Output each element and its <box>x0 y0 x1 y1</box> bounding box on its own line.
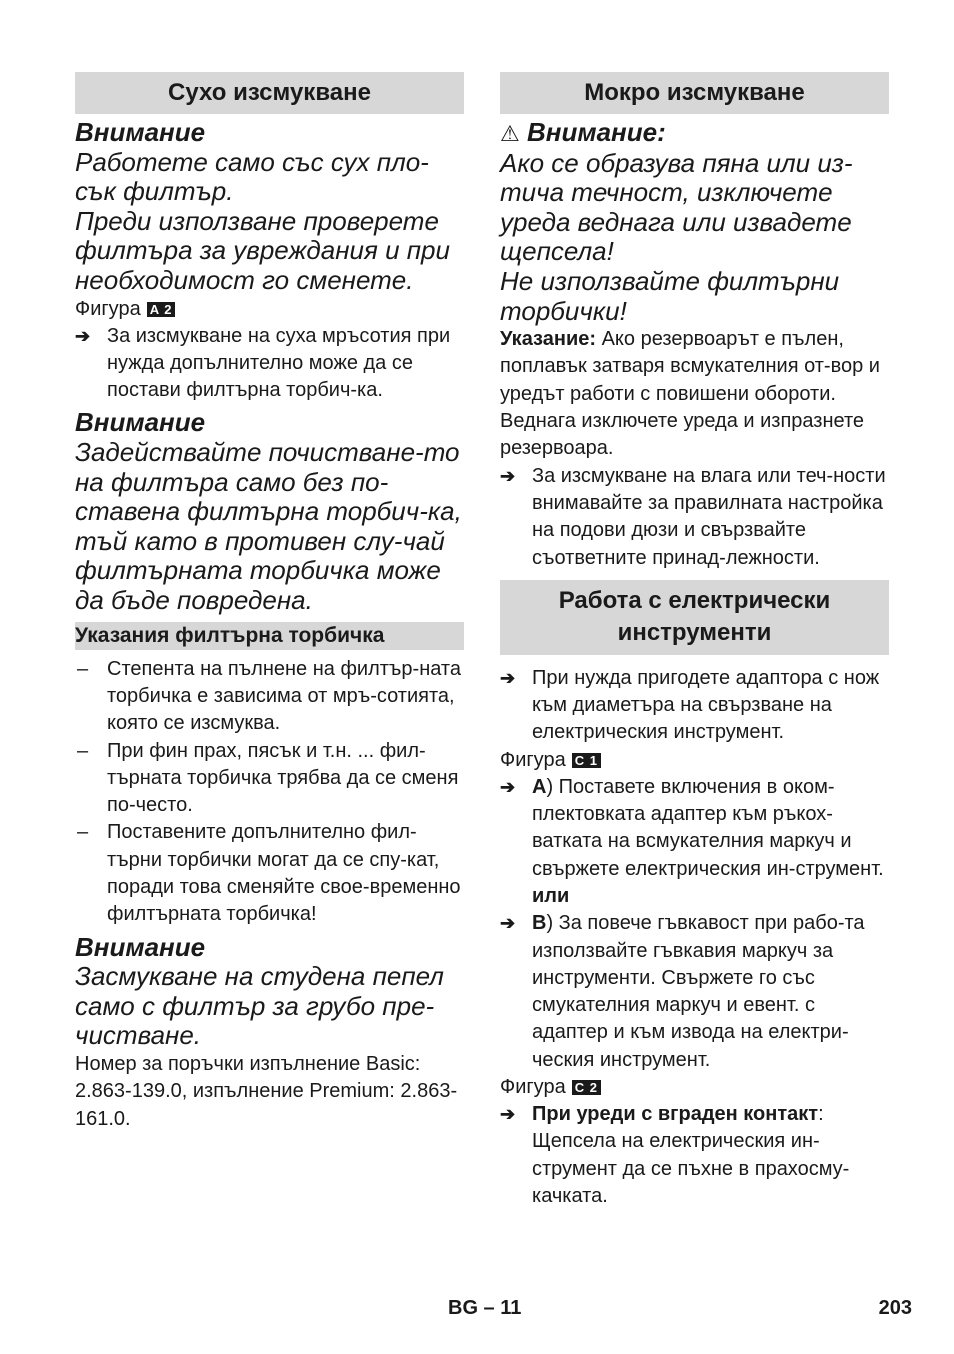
warning-text: Преди използване проверете филтъра за увреждания и при необходимост го сменете. <box>75 205 450 295</box>
section-heading-power-tools: Работа с електрически инструменти <box>500 580 889 655</box>
arrow-icon: ➔ <box>75 325 91 346</box>
dash-icon: – <box>77 739 89 762</box>
section-heading-dry: Сухо изсмукване <box>75 72 464 114</box>
warning-title: Внимание <box>75 931 206 962</box>
instruction-item: ➔ A) Поставете включения в оком-плектовката адаптер към ръкох-ватката на всмукателния маркуч и свържете електрическия ин-струмент. или <box>500 774 889 910</box>
left-column <box>75 72 464 1133</box>
instruction-item: ➔ B) За повече гъвкавост при рабо-та използвайте гъвкавия маркуч за инструменти. Свържете го със смукателния маркуч и евент. с адаптер и към извода на електри-ческия инструмент. <box>500 912 865 1071</box>
warning-title: ⚠ Внимание: <box>500 117 666 147</box>
dash-icon: – <box>77 657 89 680</box>
warning-block <box>75 408 464 615</box>
note-label: Указание: <box>500 328 597 351</box>
arrow-icon: ➔ <box>500 1103 516 1124</box>
footer-page-number: 203 <box>878 1297 912 1319</box>
instruction-item: ➔ При нужда пригодете адаптора с нож към диаметъра на свързване на електрическия инструмент. <box>500 666 880 744</box>
footer-section-number: BG – 11 <box>448 1297 522 1319</box>
warning-text: Ако се образува пяна или из-тича течност, изключете уреда веднага или извадете щепсела! <box>500 147 853 267</box>
warning-text: Задействайте почистване-то на филтъра само без по-ставена филтърна торбич-ка, тъй като в противен слу-чай филтърната торбичка може да бъде повредена. <box>75 437 462 616</box>
warning-triangle-icon: ⚠ <box>500 121 520 146</box>
dash-icon: – <box>77 821 89 844</box>
note-block: Указание: Ако резервоарът е пълен, поплавък затваря всмукателния от-вор и уредът работи с повишени обороти. Веднага изключете уреда и изпразнете резервоара. <box>500 328 880 460</box>
arrow-icon: ➔ <box>500 667 516 688</box>
figure-badge: C 2 <box>572 1080 601 1095</box>
instruction-item: ➔ За изсмукване на влага или теч-ности внимавайте за правилната настройка на подови дюзи и свързвайте съответните принад-лежности. <box>500 464 886 569</box>
instruction-item: ➔ При уреди с вграден контакт: Щепсела на електрическия ин-струмент да се пъхне в прахосму-качката. <box>500 1102 850 1207</box>
arrow-icon: ➔ <box>500 913 516 934</box>
warning-text: Не използвайте филтърни торбички! <box>500 265 840 326</box>
warning-title: Внимание <box>75 407 206 438</box>
figure-ref: Фигура C 1 <box>500 747 889 774</box>
right-column <box>500 72 889 1210</box>
warning-text: Засмукване на студена пепел само с филтър за грубо пре-чистване. <box>75 961 444 1051</box>
figure-badge: A 2 <box>147 302 176 317</box>
figure-ref: Фигура C 2 <box>500 1074 889 1101</box>
list-item: – Степента на пълнене на филтър-ната торбичка е зависима от мръ-сотията, която се изсмуква. <box>77 657 461 735</box>
warning-block <box>500 118 889 326</box>
warning-title: Внимание <box>75 117 206 147</box>
figure-ref: Фигура A 2 <box>75 296 464 323</box>
or-label: или <box>532 884 570 907</box>
order-number-text: Номер за поръчки изпълнение Basic: 2.863-139.0, изпълнение Premium: 2.863-161.0. <box>75 1052 458 1130</box>
section-heading-wet: Мокро изсмукване <box>500 72 889 114</box>
warning-text: Работете само със сух пло-сък филтър. <box>75 146 429 207</box>
arrow-icon: ➔ <box>500 465 516 486</box>
warning-block <box>75 933 464 1051</box>
warning-block <box>75 118 464 296</box>
list-item: – При фин прах, пясък и т.н. ... фил-търната торбичка трябва да се сменя по-често. <box>77 739 459 817</box>
subsection-heading: Указания филтърна торбичка <box>75 622 464 650</box>
list-item: – Поставените допълнително фил-търни торбички могат да се спу-кат, поради това сменяйте свое-временно филтърната торбичка! <box>77 821 461 926</box>
arrow-icon: ➔ <box>500 776 516 797</box>
figure-badge: C 1 <box>572 753 601 768</box>
instruction-item: ➔ За изсмукване на суха мръсотия при нужда допълнително може да се постави филтърна торбич-ка. <box>75 324 451 402</box>
